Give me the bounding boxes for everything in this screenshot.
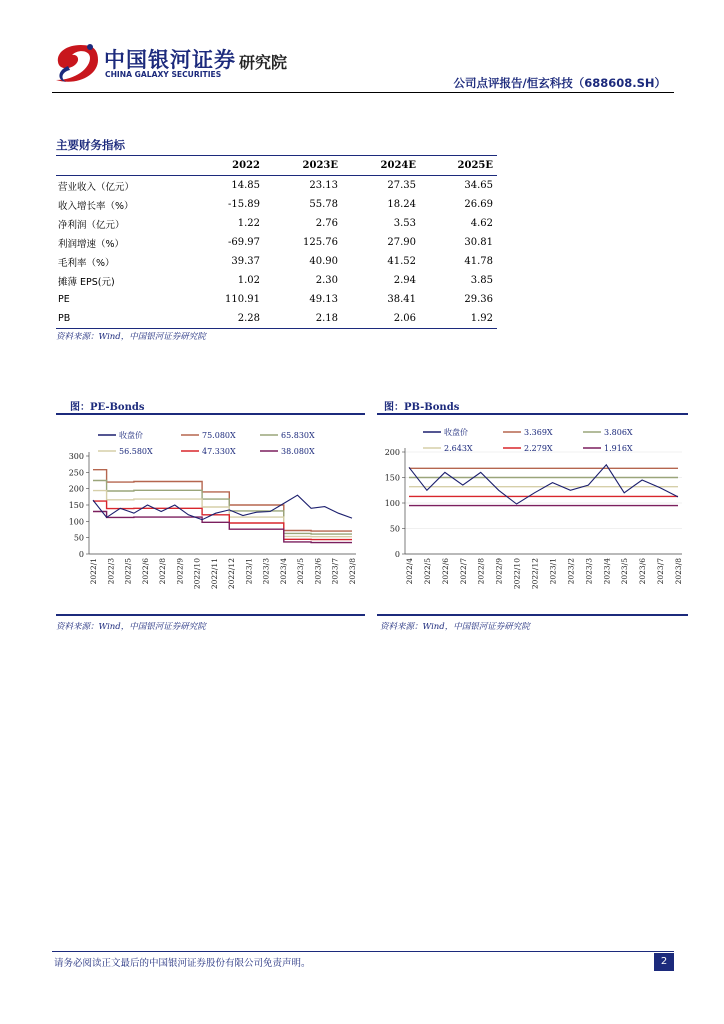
- y-tick-label: 250: [68, 468, 84, 478]
- pe-chart-source-note: 资料来源：Wind，中国银河证券研究院: [56, 622, 206, 632]
- table-cell: 14.85: [231, 180, 260, 191]
- x-tick-label: 2022/8: [158, 558, 168, 585]
- table-cell: 1.22: [237, 218, 260, 229]
- y-tick-label: 100: [68, 517, 84, 527]
- x-tick-label: 2023/4: [278, 558, 288, 585]
- x-tick-label: 2022/11: [209, 558, 219, 590]
- x-tick-label: 2022/9: [175, 558, 185, 585]
- legend-label: 2.643X: [444, 444, 473, 453]
- table-header-year: 2024E: [342, 156, 420, 176]
- table-header-row: [56, 156, 497, 176]
- pe-chart-bottom-rule: [56, 614, 365, 616]
- x-tick-label: 2022/4: [405, 558, 414, 585]
- table-header-year: 2022: [184, 156, 264, 176]
- table-cell: 2.28: [184, 309, 264, 329]
- page-number: 2: [654, 953, 674, 971]
- table-cell: 29.36: [464, 294, 493, 305]
- legend-label: 3.806X: [604, 428, 633, 437]
- y-tick-label: 300: [68, 452, 84, 461]
- table-cell: 49.13: [309, 294, 338, 305]
- table-cell: 2.30: [315, 275, 338, 286]
- x-tick-label: 2022/1: [89, 558, 98, 585]
- row-label: 净利润（亿元）: [58, 219, 125, 231]
- x-tick-label: 2023/7: [656, 558, 666, 585]
- table-cell: 41.78: [464, 256, 493, 267]
- x-tick-label: 2023/5: [296, 558, 306, 585]
- table-header-year: 2025E: [420, 156, 497, 176]
- x-tick-label: 2022/12: [530, 558, 540, 590]
- pe-chart-top-rule: [56, 413, 365, 415]
- row-label: 营业收入（亿元）: [58, 181, 135, 193]
- x-tick-label: 2023/8: [674, 558, 683, 585]
- table-row: [56, 176, 497, 196]
- x-tick-label: 2022/3: [106, 558, 116, 585]
- table-cell: -15.89: [227, 199, 260, 210]
- x-tick-label: 2022/5: [422, 558, 432, 585]
- table-row: [56, 233, 497, 252]
- table-row: [56, 290, 497, 309]
- galaxy-logo-icon: [50, 40, 100, 86]
- legend-label: 收盘价: [119, 431, 143, 440]
- pb-chart-bottom-rule: [377, 614, 688, 616]
- x-tick-label: 2023/4: [602, 558, 612, 585]
- table-source-note: 资料来源：Wind，中国银河证券研究院: [56, 332, 206, 342]
- y-tick-label: 200: [68, 484, 84, 494]
- financials-table: [56, 155, 497, 329]
- logo-company-name-en: CHINA GALAXY SECURITIES: [105, 70, 222, 79]
- row-label: 毛利率（%）: [58, 257, 115, 269]
- x-tick-label: 2023/3: [261, 558, 271, 585]
- series-line-3: [93, 491, 352, 537]
- legend-label: 75.080X: [202, 431, 236, 440]
- logo-institute-name: 研究院: [239, 53, 288, 72]
- table-cell: 26.69: [464, 199, 493, 210]
- legend-label: 3.369X: [524, 428, 553, 437]
- x-tick-label: 2022/10: [512, 558, 522, 590]
- table-cell: 3.85: [470, 275, 493, 286]
- legend-label: 收盘价: [444, 428, 468, 437]
- pb-chart-title: 图：PB-Bonds: [384, 402, 460, 413]
- table-cell: 1.02: [237, 275, 260, 286]
- x-tick-label: 2023/7: [330, 558, 340, 585]
- table-cell: 2.18: [264, 309, 342, 329]
- y-tick-label: 0: [78, 550, 84, 559]
- table-cell: 27.90: [387, 237, 416, 248]
- y-tick-label: 100: [384, 499, 400, 508]
- legend-label: 38.080X: [281, 447, 315, 456]
- table-cell: 27.35: [387, 180, 416, 191]
- x-tick-label: 2023/1: [548, 558, 558, 585]
- y-tick-label: 200: [384, 448, 400, 457]
- legend-label: 56.580X: [119, 447, 153, 456]
- x-tick-label: 2023/3: [584, 558, 594, 585]
- x-tick-label: 2022/6: [440, 558, 450, 585]
- table-cell: 4.62: [470, 218, 493, 229]
- pb-chart-top-rule: [377, 413, 688, 415]
- table-cell: 125.76: [303, 237, 338, 248]
- pb-chart-source-note: 资料来源：Wind，中国银河证券研究院: [380, 622, 530, 632]
- row-label: 利润增速（%）: [58, 238, 125, 250]
- table-cell: 2.06: [342, 309, 420, 329]
- row-label: PB: [56, 309, 184, 329]
- pe-chart-title: 图：PE-Bonds: [70, 402, 145, 413]
- x-tick-label: 2022/12: [227, 558, 237, 590]
- x-tick-label: 2022/5: [123, 558, 133, 585]
- table-header-year: 2023E: [264, 156, 342, 176]
- table-row: [56, 252, 497, 271]
- table-cell: 2.94: [393, 275, 416, 286]
- x-tick-label: 2023/2: [566, 558, 576, 585]
- x-tick-label: 2023/6: [638, 558, 648, 585]
- table-cell: 1.92: [420, 309, 497, 329]
- x-tick-label: 2022/7: [458, 558, 468, 585]
- series-line-5: [93, 512, 352, 543]
- y-tick-label: 0: [394, 550, 400, 559]
- table-cell: 18.24: [387, 199, 416, 210]
- table-header-blank: [56, 156, 184, 176]
- x-tick-label: 2023/1: [244, 558, 254, 585]
- table-cell: 2.76: [315, 218, 338, 229]
- table-row: [56, 195, 497, 214]
- x-tick-label: 2022/8: [476, 558, 486, 585]
- table-cell: 34.65: [464, 180, 493, 191]
- table-cell: 41.52: [387, 256, 416, 267]
- table-cell: 38.41: [387, 294, 416, 305]
- table-cell: 55.78: [309, 199, 338, 210]
- y-tick-label: 50: [389, 524, 400, 534]
- financials-title: 主要财务指标: [56, 138, 125, 152]
- y-tick-label: 150: [68, 501, 84, 510]
- header-divider: [52, 92, 674, 93]
- x-tick-label: 2023/8: [348, 558, 357, 585]
- table-cell: -69.97: [227, 237, 260, 248]
- row-label: 收入增长率（%）: [58, 200, 134, 212]
- table-cell: 40.90: [309, 256, 338, 267]
- table-cell: 110.91: [225, 294, 260, 305]
- y-tick-label: 150: [384, 473, 400, 483]
- x-tick-label: 2023/5: [620, 558, 630, 585]
- y-tick-label: 50: [73, 533, 84, 543]
- legend-label: 47.330X: [202, 447, 236, 456]
- x-tick-label: 2023/6: [313, 558, 323, 585]
- pe-chart: [56, 416, 365, 612]
- table-row: [56, 214, 497, 233]
- report-title: 公司点评报告/恒玄科技（688608.SH）: [453, 76, 666, 90]
- x-tick-label: 2022/6: [140, 558, 150, 585]
- row-label: 摊薄 EPS(元): [58, 276, 115, 288]
- table-cell: 39.37: [231, 256, 260, 267]
- footer-disclaimer: 请务必阅读正文最后的中国银河证券股份有限公司免责声明。: [54, 958, 311, 969]
- logo-company-name: 中国银河证券: [104, 48, 236, 72]
- pb-chart: [377, 416, 688, 612]
- legend-label: 65.830X: [281, 431, 315, 440]
- series-line-0: [409, 465, 678, 504]
- table-row: [56, 271, 497, 290]
- table-cell: 30.81: [464, 237, 493, 248]
- x-tick-label: 2022/10: [192, 558, 202, 590]
- row-label: PE: [58, 294, 70, 305]
- table-row: [56, 309, 497, 329]
- table-cell: 23.13: [309, 180, 338, 191]
- table-cell: 3.53: [393, 218, 416, 229]
- legend-label: 1.916X: [604, 444, 633, 453]
- footer-divider: [52, 951, 674, 952]
- x-tick-label: 2022/9: [494, 558, 504, 585]
- legend-label: 2.279X: [524, 444, 553, 453]
